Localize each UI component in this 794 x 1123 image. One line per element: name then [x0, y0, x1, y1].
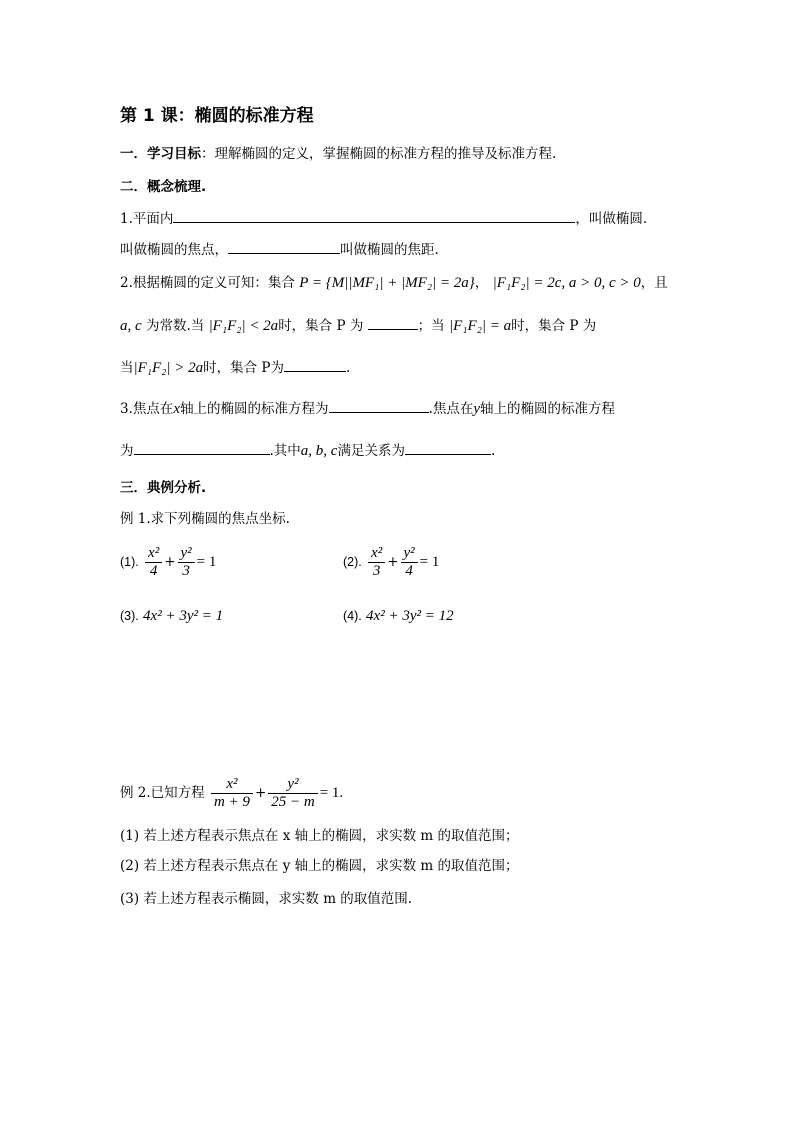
concept-2-text-g: 时，集合 P为 [203, 360, 284, 376]
example-2-question-3: (3) 若上述方程表示椭圆，求实数 m 的取值范围. [120, 891, 413, 907]
var-x: x [173, 401, 181, 417]
fraction-x: $\frac{\text{x²}}{4}$ [145, 545, 162, 580]
page-title: 第 1 课：椭圆的标准方程 [120, 106, 314, 126]
example-1-prompt: 例 1.求下列椭圆的焦点坐标. [120, 511, 290, 527]
blank-focal-distance[interactable] [228, 239, 340, 254]
section-heading-1: 一．学习目标 [120, 146, 201, 162]
example-2-text: 例 2.已知方程 [120, 785, 205, 801]
example-2-prompt: 例 2.已知方程 $\frac{\text{x²}}{m + 9}$ + $\frac{\text{y²}}{25 - m}$ = 1. [120, 776, 344, 810]
concept-2-text-f: 当 [120, 360, 134, 376]
concept-2-text-c: 时，集合 P 为 [278, 318, 364, 334]
example-1-item-1: (1). $\frac{\text{x²}}{4}$ + $\frac{\text{y²}}{3}$ = 1 [120, 545, 217, 579]
item-2-label: (2). [343, 555, 362, 569]
concept-1-text-d: 叫做椭圆的焦距. [340, 242, 439, 258]
example-1-item-4 [343, 606, 454, 626]
concept-1-line-1 [120, 208, 647, 229]
concept-3-text-b: 轴上的椭圆的标准方程为 [180, 401, 329, 417]
learning-goal [120, 144, 556, 164]
concept-2-line-3: 当|F₁F₂| > 2a时，集合 P为 . [120, 357, 350, 378]
fraction-y: $\frac{\text{y²}}{25 - m}$ [268, 776, 317, 811]
fraction-y: $\frac{\text{y²}}{3}$ [178, 545, 195, 580]
concept-2-text-d: ；当 [417, 318, 445, 334]
concept-2-text-e: 时，集合 P 为 [511, 318, 597, 334]
vars-abc: a, b, c [300, 443, 338, 459]
concept-2-line-2 [120, 315, 596, 336]
concept-3-text-f: .其中 [269, 443, 301, 459]
lt-expression: |F₁F₂| < 2a [208, 318, 279, 334]
fraction-x: $\frac{\text{x²}}{m + 9}$ [211, 776, 253, 811]
section-heading-3: 三．典例分析. [120, 480, 207, 496]
blank-y-axis-equation[interactable] [134, 440, 270, 455]
blank-set-lt[interactable] [368, 315, 418, 330]
concept-2-line-1: 2.根据椭圆的定义可知：集合 P = {M||MF₁| + |MF₂| = 2a}， |F₁F₂| = 2c, a > 0, c > 0，且 [120, 275, 668, 291]
blank-set-gt[interactable] [284, 357, 346, 372]
concept-1-text-c: 叫做椭圆的焦点， [120, 242, 228, 258]
item-4-equation: 4x² + 3y² = 12 [366, 608, 454, 624]
blank-relation[interactable] [405, 440, 491, 455]
eq-expression: |F₁F₂| = a [448, 318, 512, 334]
fraction-x: $\frac{\text{x²}}{3}$ [368, 545, 385, 580]
blank-x-axis-equation[interactable] [329, 398, 429, 413]
example-1-item-2: (2). $\frac{\text{x²}}{3}$ + $\frac{\text{y²}}{4}$ = 1 [343, 545, 440, 579]
example-2-question-2: (2) 若上述方程表示焦点在 y 轴上的椭圆，求实数 m 的取值范围； [120, 858, 519, 874]
concept-1-text-a: 1.平面内 [120, 211, 174, 227]
concept-3-line-1 [120, 398, 615, 419]
concept-1-line-2 [120, 239, 439, 260]
concept-3-text-c: .焦点在 [428, 401, 474, 417]
concept-3-line-2: 为 .其中a, b, c满足关系为 . [120, 440, 495, 461]
item-3-equation: 4x² + 3y² = 1 [143, 608, 224, 624]
item-3-label: (3). [120, 609, 139, 623]
blank-definition[interactable] [173, 208, 575, 223]
var-y: y [473, 401, 481, 417]
concept-3-text-g: 满足关系为 [337, 443, 405, 459]
example-2-question-1: (1) 若上述方程表示焦点在 x 轴上的椭圆，求实数 m 的取值范围； [120, 828, 519, 844]
fraction-y: $\frac{\text{y²}}{4}$ [401, 545, 418, 580]
gt-expression: |F₁F₂| > 2a [133, 360, 204, 376]
concept-2-and: ，且 [640, 275, 668, 291]
concept-2-text-a: 2.根据椭圆的定义可知：集合 [120, 275, 295, 291]
section-heading-2: 二．概念梳理. [120, 179, 207, 195]
set-expression: P = {M||MF₁| + |MF₂| = 2a} [299, 275, 475, 291]
concept-2-text-b: 为常数.当 [141, 318, 205, 334]
item-4-label: (4). [343, 609, 362, 623]
vars-ac: a, c [120, 318, 142, 334]
example-1-item-3 [120, 606, 223, 626]
condition-expression: |F₁F₂| = 2c, a > 0, c > 0 [492, 275, 641, 291]
item-1-label: (1). [120, 555, 139, 569]
concept-3-text-a: 3.焦点在 [120, 401, 174, 417]
concept-1-text-b: ，叫做椭圆. [575, 211, 648, 227]
concept-3-text-d: 轴上的椭圆的标准方程 [480, 401, 616, 417]
concept-3-text-e: 为 [120, 443, 134, 459]
learning-goal-text: ：理解椭圆的定义，掌握椭圆的标准方程的推导及标准方程. [201, 146, 557, 162]
